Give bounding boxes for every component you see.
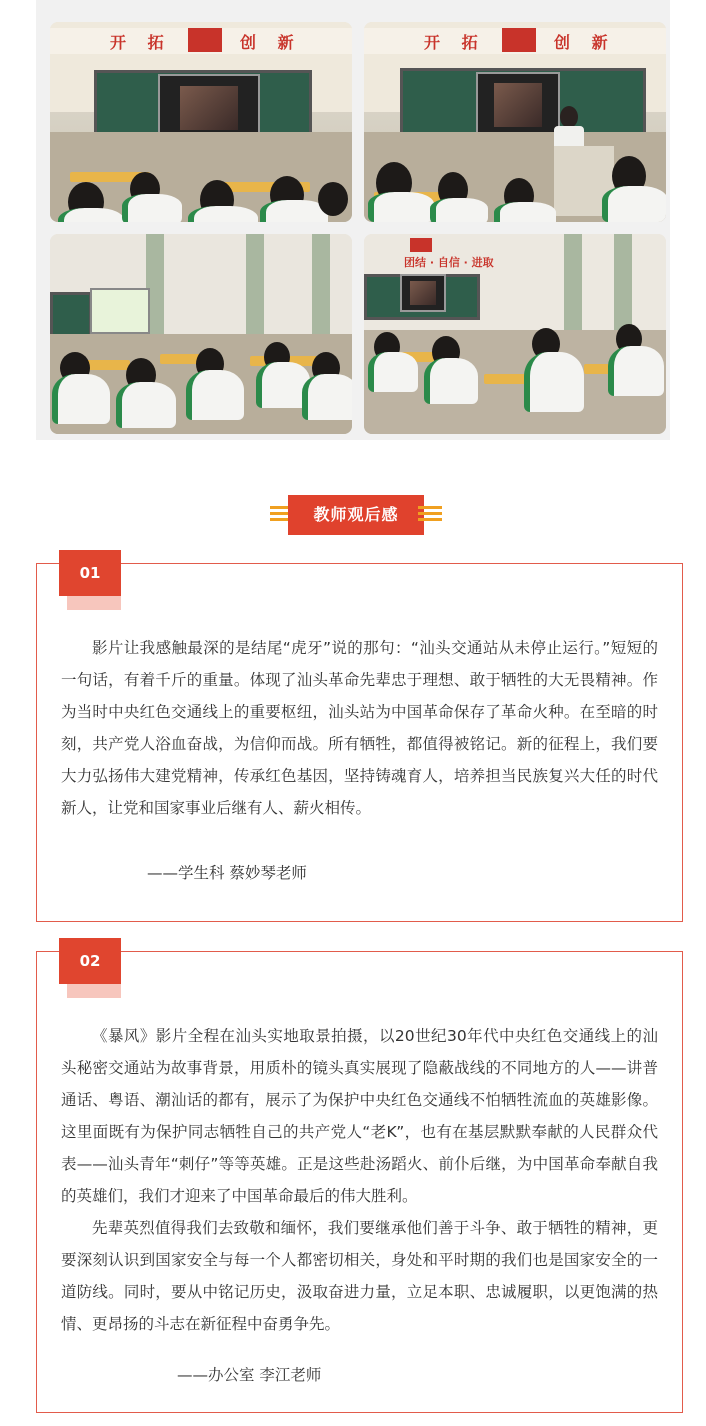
classroom-photo-3: [50, 234, 352, 434]
card-number-badge: 02: [59, 938, 121, 984]
card-number-badge: 01: [59, 550, 121, 596]
paragraph: 先辈英烈值得我们去致敬和缅怀，我们要继承他们善于斗争、敢于牺牲的精神，更要深刻认识到国家安全与每一个人都密切相关，身处和平时期的我们也是国家安全的一道防线。同时，要从中铭记历史，汲取奋进力量，立足本职、忠诚履职，以更饱满的热情、更昂扬的斗志在新征程中奋勇争先。: [61, 1219, 658, 1333]
reflection-card-1: [36, 563, 683, 922]
card-body: [61, 632, 658, 824]
classroom-photo-4: 团结 · 自信 · 进取: [364, 234, 666, 434]
section-title-banner: [270, 495, 442, 535]
classroom-photo-2: [364, 22, 666, 222]
banner-text: 创 新: [554, 33, 616, 52]
author-signature: ——办公室 李江老师: [177, 1366, 322, 1384]
photo-gallery: [36, 0, 670, 440]
card-body: [61, 1020, 658, 1340]
banner-text: 创 新: [240, 33, 302, 52]
banner-text: 开 拓: [424, 33, 486, 52]
classroom-photo-1: [50, 22, 352, 222]
reflection-card-2: [36, 951, 683, 1413]
paragraph: 《暴风》影片全程在汕头实地取景拍摄，以20世纪30年代中央红色交通线上的汕头秘密交通站为故事背景，用质朴的镜头真实展现了隐蔽战线的不同地方的人——讲普通话、粤语、潮汕话的都有，展示了为保护中央红色交通线不怕牺牲流血的英雄影像。这里面既有为保护同志牺牲自己的共产党人“老K”，也有在基层默默奉献的人民群众代表——汕头青年“刺仔”等等英雄。正是这些赴汤蹈火、前仆后继，为中国革命奉献自我的英雄们，我们才迎来了中国革命最后的伟大胜利。: [61, 1027, 658, 1205]
banner-text: 开 拓: [110, 33, 172, 52]
author-signature: ——学生科 蔡妙琴老师: [147, 864, 307, 882]
section-title: 教师观后感: [288, 495, 424, 535]
decorative-stripe-icon: [418, 506, 442, 524]
paragraph: 影片让我感触最深的是结尾“虎牙”说的那句：“汕头交通站从未停止运行。”短短的一句话，有着千斤的重量。体现了汕头革命先辈忠于理想、敢于牺牲的大无畏精神。作为当时中央红色交通线上的重要枢纽，汕头站为中国革命保存了革命火种。在至暗的时刻，共产党人浴血奋战，为信仰而战。所有牺牲，都值得被铭记。新的征程上，我们要大力弘扬伟大建党精神，传承红色基因，坚持铸魂育人，培养担当民族复兴大任的时代新人，让党和国家事业后继有人、薪火相传。: [61, 639, 658, 817]
